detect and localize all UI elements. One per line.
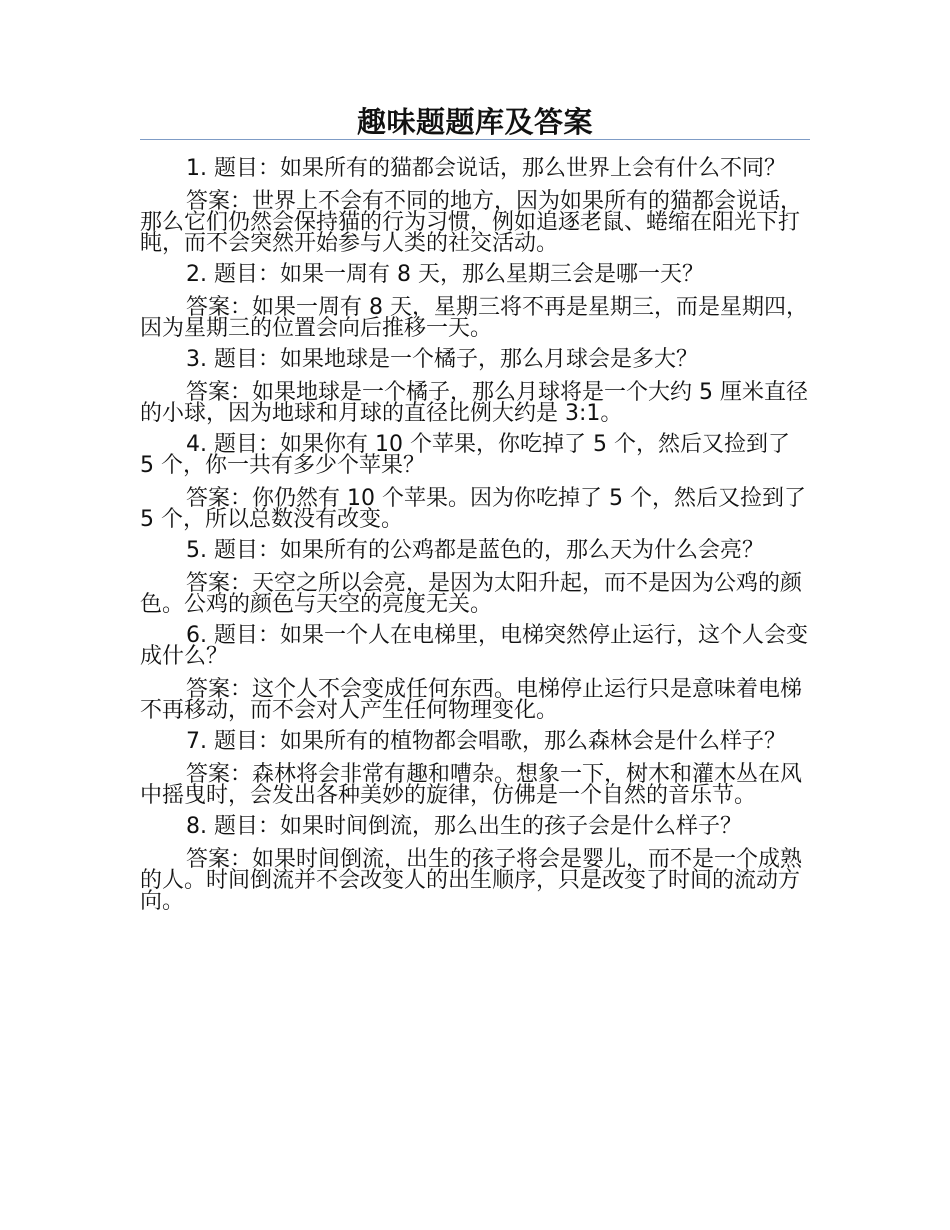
question-4: 4. 题目：如果你有 10 个苹果，你吃掉了 5 个，然后又捡到了 5 个，你一共有多少个苹果？ bbox=[140, 432, 790, 478]
page-title: 趣味题题库及答案 bbox=[356, 105, 593, 139]
qa-list bbox=[140, 158, 810, 922]
question-8: 8. 题目：如果时间倒流，那么出生的孩子会是什么样子？ bbox=[186, 814, 742, 839]
answer-6: 答案：这个人不会变成任何东西。电梯停止运行只是意味着电梯不再移动，而不会对人产生任何物理变化。 bbox=[140, 677, 803, 723]
answer-8: 答案：如果时间倒流，出生的孩子将会是婴儿，而不是一个成熟的人。时间倒流并不会改变人的出生顺序，只是改变了时间的流动方向。 bbox=[140, 847, 803, 914]
answer-3: 答案：如果地球是一个橘子，那么月球将是一个大约 5 厘米直径的小球，因为地球和月球的直径比例大约是 3:1。 bbox=[140, 380, 808, 426]
answer-7: 答案：森林将会非常有趣和嘈杂。想象一下，树木和灌木丛在风中摇曳时，会发出各种美妙的旋律，仿佛是一个自然的音乐节。 bbox=[140, 762, 803, 808]
question-2: 2. 题目：如果一周有 8 天，那么星期三会是哪一天？ bbox=[186, 262, 704, 287]
answer-2: 答案：如果一周有 8 天，星期三将不再是星期三，而是星期四，因为星期三的位置会向后推移一天。 bbox=[140, 295, 808, 341]
question-1: 1. 题目：如果所有的猫都会说话，那么世界上会有什么不同？ bbox=[186, 156, 786, 181]
question-3: 3. 题目：如果地球是一个橘子，那么月球会是多大？ bbox=[186, 347, 698, 372]
question-7: 7. 题目：如果所有的植物都会唱歌，那么森林会是什么样子？ bbox=[186, 729, 786, 754]
answer-4: 答案：你仍然有 10 个苹果。因为你吃掉了 5 个，然后又捡到了 5 个，所以总数没有改变。 bbox=[140, 486, 806, 532]
question-5: 5. 题目：如果所有的公鸡都是蓝色的，那么天为什么会亮？ bbox=[186, 538, 764, 563]
title-underline bbox=[140, 139, 810, 140]
answer-5: 答案：天空之所以会亮，是因为太阳升起，而不是因为公鸡的颜色。公鸡的颜色与天空的亮度无关。 bbox=[140, 571, 803, 617]
question-6: 6. 题目：如果一个人在电梯里，电梯突然停止运行，这个人会变成什么？ bbox=[140, 623, 808, 669]
answer-1: 答案：世界上不会有不同的地方，因为如果所有的猫都会说话，那么它们仍然会保持猫的行为习惯，例如追逐老鼠、蜷缩在阳光下打盹，而不会突然开始参与人类的社交活动。 bbox=[140, 189, 803, 256]
